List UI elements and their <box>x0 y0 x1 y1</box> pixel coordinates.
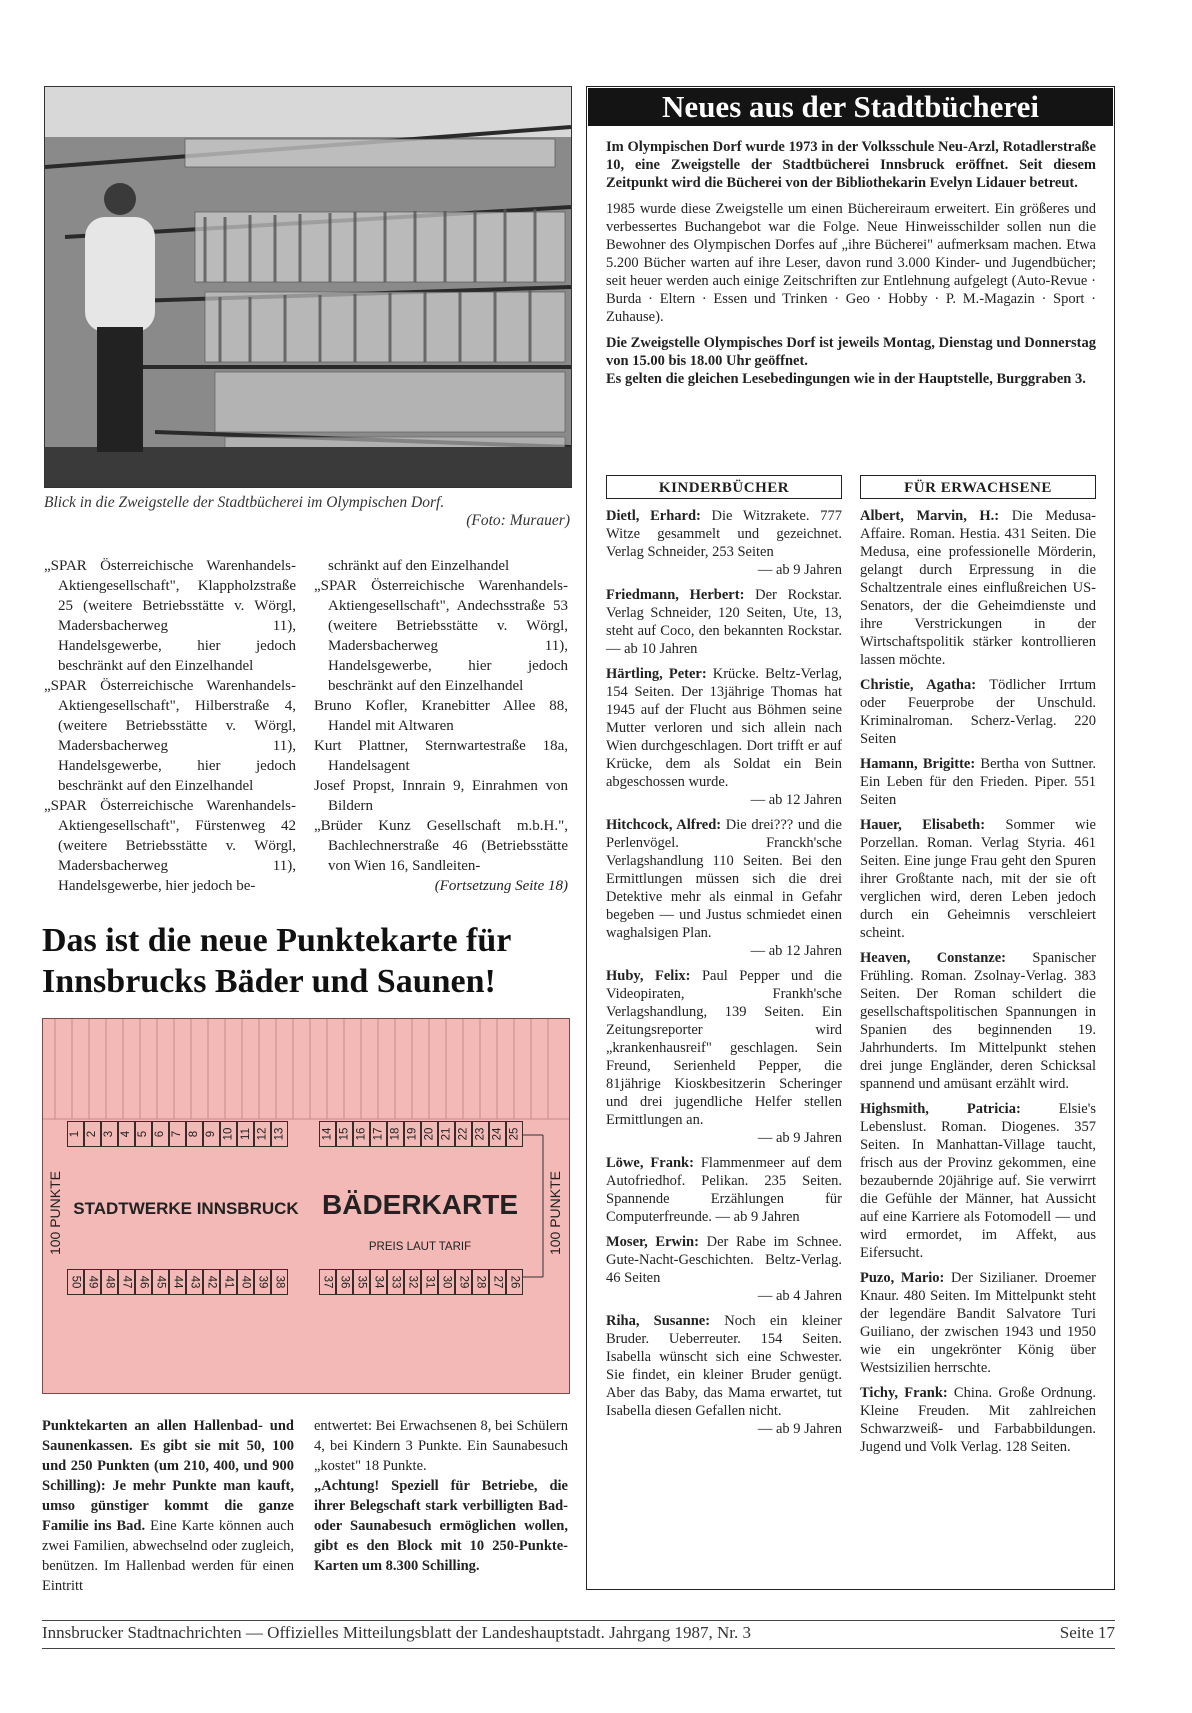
point-box[interactable]: 19 <box>404 1121 421 1147</box>
point-box[interactable]: 6 <box>152 1121 169 1147</box>
listing-entry: „Brüder Kunz Gesellschaft m.b.H.", Bachlechnerstraße 46 (Betriebsstätte von Wien 16, Sandleiten- <box>314 818 568 874</box>
library-photo <box>44 86 572 488</box>
point-box[interactable]: 20 <box>421 1121 438 1147</box>
card-brand: STADTWERKE INNSBRUCK <box>73 1199 299 1218</box>
book-entry: Christie, Agatha: Tödlicher Irrtum oder Feuerprobe der Unschuld. Kriminalroman. Scherz-Verlag. 220 Seiten <box>860 677 1096 747</box>
book-entry: Friedmann, Herbert: Der Rockstar. Verlag Schneider, 120 Seiten, Ute, 13, steht auf Coco, den bekannten Rockstar. — ab 10 Jahren <box>606 587 842 657</box>
book-entry: Albert, Marvin, H.: Die Medusa-Affaire. Roman. Hestia. 431 Seiten. Die Medusa, eine professionelle Mörderin, gelangt durch Erpressung in die Schaltzentrale eines einflußreichen US-Senators, der die Geheimdienste und ihre Verstrickungen in der Wirtschaftspolitik stärker kontrollieren lassen möchte. <box>860 508 1096 668</box>
listing-entry: „SPAR Österreichische Warenhandels-Aktiengesellschaft", Andechsstraße 53 (weitere Betriebsstätte v. Wörgl, Madersbacherweg 11), Handelsgewerbe, hier jedoch beschränkt auf den Einzelhandel <box>314 578 568 694</box>
side-label-left: 100 PUNKTE <box>47 1170 64 1256</box>
erwachsene-section-label: FÜR ERWACHSENE <box>860 475 1096 499</box>
book-entry: Härtling, Peter: Krücke. Beltz-Verlag, 154 Seiten. Der 13jährige Thomas hat 1945 auf der Flucht aus Böhmen seine Mutter verloren und sich allein nach Wien durchgeschlagen. Dort trifft er auf Krücke, dem als Soldat ein Bein abgeschossen wurde. — ab 12 Jahren <box>606 666 842 808</box>
point-box[interactable]: 50 <box>67 1269 84 1295</box>
book-entry: Puzo, Mario: Der Sizilianer. Droemer Knaur. 480 Seiten. Im Mittelpunkt steht der legendäre Bandit Salvatore Turi Guiliano, der zwischen 1943 und 1950 wie ein ungekrönter König über Westsizilien herrschte. <box>860 1270 1096 1376</box>
book-entry: Löwe, Frank: Flammenmeer auf dem Autofriedhof. Pelikan. 235 Seiten. Spannende Erzählungen für Computerfreunde. — ab 9 Jahren <box>606 1155 842 1225</box>
point-box[interactable]: 14 <box>319 1121 336 1147</box>
point-box[interactable]: 1 <box>67 1121 84 1147</box>
listing-left-column <box>44 556 296 896</box>
point-box[interactable]: 27 <box>489 1269 506 1295</box>
point-box[interactable]: 48 <box>101 1269 118 1295</box>
punktekarte-text-right: entwertet: Bei Erwachsenen 8, bei Schülern 4, bei Kindern 3 Punkte. Ein Saunabesuch „kostet" 18 Punkte. „Achtung! Speziell für Betriebe, die ihrer Belegschaft stark verbilligten Bad- oder Saunabesuch ermöglichen wollen, gibt es den Block mit 10 250-Punkte-Karten um 8.300 Schilling. <box>314 1418 568 1574</box>
point-box[interactable]: 21 <box>438 1121 455 1147</box>
point-box[interactable]: 40 <box>237 1269 254 1295</box>
book-entry: Tichy, Frank: China. Große Ordnung. Kleine Freuden. Mit zahlreichen Schwarzweiß- und Farbabbildungen. Jugend und Volk Verlag. 128 Seiten. <box>860 1385 1096 1455</box>
kinder-section-label: KINDERBÜCHER <box>606 475 842 499</box>
point-box[interactable]: 8 <box>186 1121 203 1147</box>
footer-rule-bottom <box>42 1648 1115 1649</box>
point-box[interactable]: 42 <box>203 1269 220 1295</box>
point-box[interactable]: 28 <box>472 1269 489 1295</box>
bookshelf-photo <box>45 87 571 487</box>
footer-publication: Innsbrucker Stadtnachrichten — Offizielles Mitteilungsblatt der Landeshauptstadt. Jahrgang 1987, Nr. 3 <box>42 1623 751 1642</box>
point-box[interactable]: 2 <box>84 1121 101 1147</box>
point-box[interactable]: 44 <box>169 1269 186 1295</box>
point-box[interactable]: 24 <box>489 1121 506 1147</box>
point-box[interactable]: 9 <box>203 1121 220 1147</box>
point-box[interactable]: 39 <box>254 1269 271 1295</box>
library-title: Neues aus der Stadtbücherei <box>588 88 1113 126</box>
point-box[interactable]: 11 <box>237 1121 254 1147</box>
page-number: Seite 17 <box>1059 1623 1115 1642</box>
kinder-list <box>606 507 842 1445</box>
point-box[interactable]: 46 <box>135 1269 152 1295</box>
point-box[interactable]: 4 <box>118 1121 135 1147</box>
book-entry: Moser, Erwin: Der Rabe im Schnee. Gute-Nacht-Geschichten. Beltz-Verlag. 46 Seiten — ab 4 Jahren <box>606 1234 842 1304</box>
punktekarte-text-left: Punktekarten an allen Hallenbad- und Saunenkassen. Es gibt sie mit 50, 100 und 250 Punkten (um 210, 400, und 900 Schilling): Je mehr Punkte man kauft, umso günstiger kommt die ganze Familie ins Bad. Eine Karte können auch zwei Familien, abwechselnd oder zugleich, benützen. Im Hallenbad werden für einen Eintritt <box>42 1418 294 1594</box>
point-box[interactable]: 38 <box>271 1269 288 1295</box>
points-row-top-left <box>67 1121 287 1149</box>
point-box[interactable]: 25 <box>506 1121 523 1147</box>
point-box[interactable]: 18 <box>387 1121 404 1147</box>
continuation-note: (Fortsetzung Seite 18) <box>434 878 568 894</box>
book-entry: Riha, Susanne: Noch ein kleiner Bruder. Ueberreuter. 154 Seiten. Isabella wünscht sich eine Schwester. Sie findet, ein kleiner Bruder genügt. Aber das Baby, das Mama erwartet, tut Isabella diesen Gefallen nicht. — ab 9 Jahren <box>606 1313 842 1437</box>
point-box[interactable]: 23 <box>472 1121 489 1147</box>
point-box[interactable]: 17 <box>370 1121 387 1147</box>
point-box[interactable]: 16 <box>353 1121 370 1147</box>
listing-entry-cont: schränkt auf den Einzelhandel <box>328 558 510 574</box>
listing-right-column <box>314 556 568 896</box>
point-box[interactable]: 43 <box>186 1269 203 1295</box>
point-box[interactable]: 7 <box>169 1121 186 1147</box>
book-entry: Heaven, Constanze: Spanischer Frühling. Roman. Zsolnay-Verlag. 383 Seiten. Der Roman schildert die gesellschaftspolitischen Spannungen in Spanien des beginnenden 19. Jahrhunderts. Im Mittelpunkt stehen drei junge Engländer, deren Schicksal spannend und amüsant erzählt wird. <box>860 950 1096 1092</box>
book-entry: Hauer, Elisabeth: Sommer wie Porzellan. Roman. Verlag Styria. 461 Seiten. Eine junge Frau geht den Spuren ihrer Großtante nach, mit der sie oft verglichen wird, deren Leben jedoch durch ein Geheimnis verschleiert scheint. <box>860 817 1096 941</box>
listing-entry: „SPAR Österreichische Warenhandels-Aktiengesellschaft", Fürstenweg 42 (weitere Betriebsstätte v. Wörgl, Madersbacherweg 11), Handelsgewerbe, hier jedoch be- <box>44 798 296 894</box>
side-label-right: 100 PUNKTE <box>547 1170 564 1256</box>
point-box[interactable]: 29 <box>455 1269 472 1295</box>
point-box[interactable]: 22 <box>455 1121 472 1147</box>
point-box[interactable]: 3 <box>101 1121 118 1147</box>
points-row-bottom-left <box>67 1269 287 1297</box>
library-intro: Im Olympischen Dorf wurde 1973 in der Volksschule Neu-Arzl, Rotadlerstraße 10, eine Zweigstelle der Stadtbücherei Innsbruck eröffnet. Seit diesem Zeitpunkt wird die Bücherei von der Bibliothekarin Evelyn Lidauer betreut. 1985 wurde diese Zweigstelle um einen Büchereiraum erweitert. Ein größeres und verbessertes Buchangebot war die Folge. Neue Hinweisschilder sollen nun die Bewohner des Olympischen Dorfes auf „ihre Bücherei" aufmerksam machen. Etwa 5.200 Bücher warten auf ihre Leser, davon rund 3.000 Kinder- und Jugendbücher; seit heuer werden auch einige Zeitschriften zur Entlehnung aufgelegt (Auto-Revue · Burda · Eltern · Essen und Trinken · Geo · Hobby · P. M.-Magazin · Sport · Zuhause). Die Zweigstelle Olympisches Dorf ist jeweils Montag, Dienstag und Donnerstag von 15.00 bis 18.00 Uhr geöffnet. Es gelten die gleichen Lesebedingungen wie in der Hauptstelle, Burggraben 3. <box>606 139 1096 387</box>
point-box[interactable]: 36 <box>336 1269 353 1295</box>
point-box[interactable]: 32 <box>404 1269 421 1295</box>
book-entry: Hitchcock, Alfred: Die drei??? und die Perlenvögel. Franckh'sche Verlagshandlung 110 Seiten. Bei den Ermittlungen müssen sich die drei Detektive mehr als einmal in Gefahr begeben — und Justus schmiedet einen waghalsigen Plan. — ab 12 Jahren <box>606 817 842 959</box>
points-row-bottom-right <box>319 1269 529 1297</box>
point-box[interactable]: 47 <box>118 1269 135 1295</box>
photo-caption: Blick in die Zweigstelle der Stadtbücherei im Olympischen Dorf. (Foto: Murauer) <box>44 494 570 529</box>
point-box[interactable]: 37 <box>319 1269 336 1295</box>
point-box[interactable]: 5 <box>135 1121 152 1147</box>
listing-entry: „SPAR Österreichische Warenhandels-Aktiengesellschaft", Hilberstraße 4, (weitere Betriebsstätte v. Wörgl, Madersbacherweg 11), Handelsgewerbe, hier jedoch beschränkt auf den Einzelhandel <box>44 678 296 794</box>
point-box[interactable]: 34 <box>370 1269 387 1295</box>
point-box[interactable]: 10 <box>220 1121 237 1147</box>
card-subtitle: PREIS LAUT TARIF <box>368 1241 472 1253</box>
erwachsene-list <box>860 507 1096 1463</box>
book-entry: Hamann, Brigitte: Bertha von Suttner. Ein Leben für den Frieden. Piper. 551 Seiten <box>860 756 1096 808</box>
point-box[interactable]: 12 <box>254 1121 271 1147</box>
point-box[interactable]: 45 <box>152 1269 169 1295</box>
listing-entry: Bruno Kofler, Kranebitter Allee 88, Handel mit Altwaren <box>314 698 568 734</box>
baederkarte-card <box>42 1018 570 1394</box>
card-title: BÄDERKARTE <box>322 1189 518 1220</box>
book-entry: Dietl, Erhard: Die Witzrakete. 777 Witze gesammelt und gezeichnet. Verlag Schneider, 253 Seiten — ab 9 Jahren <box>606 508 842 578</box>
point-box[interactable]: 26 <box>506 1269 523 1295</box>
points-row-top-right <box>319 1121 529 1149</box>
point-box[interactable]: 35 <box>353 1269 370 1295</box>
listing-entry: „SPAR Österreichische Warenhandels-Aktiengesellschaft", Klappholzstraße 25 (weitere Betriebsstätte v. Wörgl, Madersbacherweg 11), Handelsgewerbe, hier jedoch beschränkt auf den Einzelhandel <box>44 558 296 674</box>
point-box[interactable]: 15 <box>336 1121 353 1147</box>
book-entry: Highsmith, Patricia: Elsie's Lebenslust. Roman. Diogenes. 357 Seiten. In Manhattan-Village taucht, frisch aus der Provinz gekommen, eine bezaubernde 20jährige auf. Sie verwirrt die Gefühle der Männer, hat Aussicht auf eine Karriere als Fotomodell — und wird ermordet, im Affekt, aus Eifersucht. <box>860 1101 1096 1261</box>
point-box[interactable]: 30 <box>438 1269 455 1295</box>
punktekarte-heading: Das ist die neue Punktekarte für Innsbrucks Bäder und Saunen! <box>42 922 511 1000</box>
point-box[interactable]: 13 <box>271 1121 288 1147</box>
book-entry: Huby, Felix: Paul Pepper und die Videopiraten, Frankh'sche Verlagshandlung, 139 Seiten. Ein Zeitungsreporter wird „krankenhausreif" geschlagen. Sein Freund, Serienheld Pepper, die 81jährige Kioskbesitzerin Scheringer und drei jugendliche Helfer stellen Ermittlungen an. — ab 9 Jahren <box>606 968 842 1146</box>
footer-rule-top <box>42 1620 1115 1621</box>
listing-entry: Kurt Plattner, Sternwartestraße 18a, Handelsagent <box>314 738 568 774</box>
point-box[interactable]: 49 <box>84 1269 101 1295</box>
point-box[interactable]: 31 <box>421 1269 438 1295</box>
point-box[interactable]: 33 <box>387 1269 404 1295</box>
listing-entry: Josef Propst, Innrain 9, Einrahmen von Bildern <box>314 778 568 814</box>
point-box[interactable]: 41 <box>220 1269 237 1295</box>
